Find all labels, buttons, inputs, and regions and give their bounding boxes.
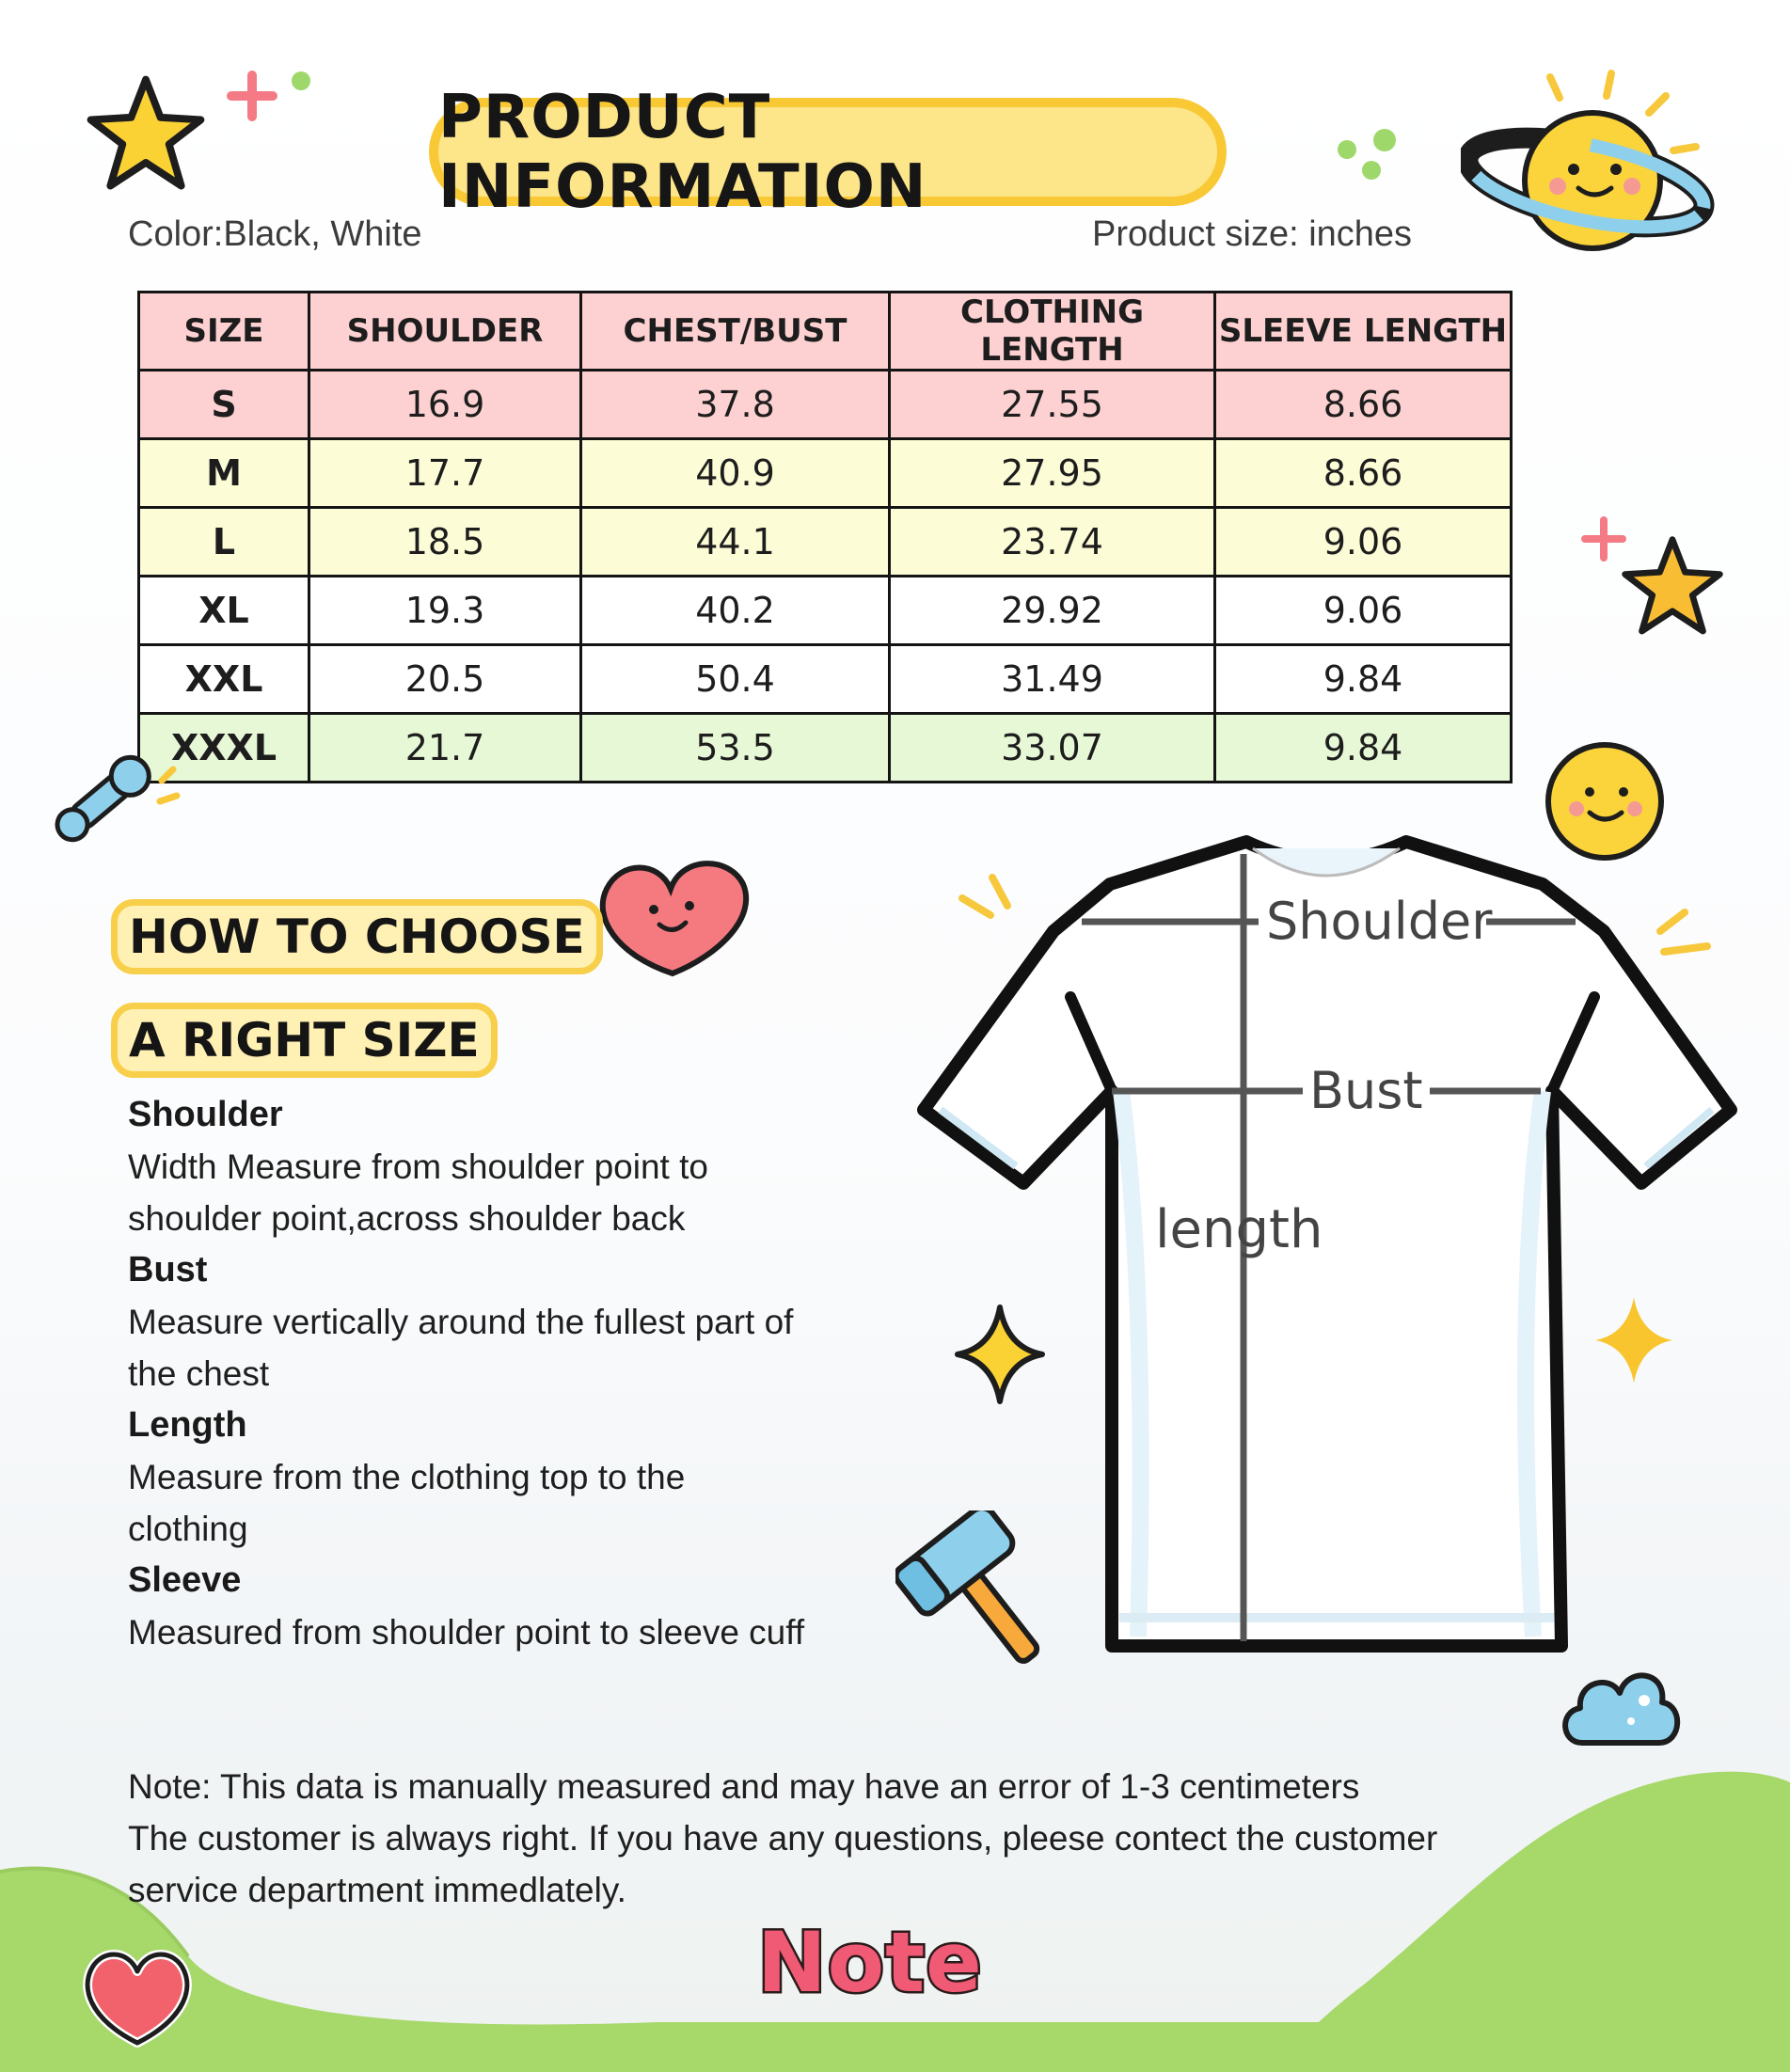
note-line: Note: This data is manually measured and may have an error of 1-3 centimeters — [128, 1767, 1360, 1806]
header-shoulder: SHOULDER — [309, 293, 581, 371]
guide-item-title: Shoulder — [128, 1095, 283, 1134]
guide-item-desc: Width Measure from shoulder point to — [128, 1147, 708, 1186]
header-size: SIZE — [139, 293, 309, 371]
cell-shoulder: 16.9 — [309, 371, 581, 439]
sparkle-lines-decoration — [1651, 903, 1726, 959]
note-text — [128, 1761, 1595, 1916]
cloud-icon — [1554, 1653, 1686, 1757]
guide-heading-line-1: HOW TO CHOOSE — [111, 899, 603, 974]
header-chest-bust: CHEST/BUST — [581, 293, 890, 371]
cell-length: 27.95 — [890, 439, 1215, 508]
star-icon — [1620, 534, 1725, 640]
cell-chest: 37.8 — [581, 371, 890, 439]
cell-sleeve: 9.84 — [1215, 645, 1512, 714]
four-point-star-icon — [1590, 1293, 1678, 1387]
guide-item-desc: Measure from the clothing top to the — [128, 1458, 686, 1496]
bone-icon — [49, 743, 190, 856]
size-unit-info: Product size: inches — [1092, 214, 1413, 254]
guide-item-desc: shoulder point,across shoulder back — [128, 1199, 686, 1238]
cell-chest: 50.4 — [581, 645, 890, 714]
cell-sleeve: 8.66 — [1215, 439, 1512, 508]
cell-length: 27.55 — [890, 371, 1215, 439]
cell-size: L — [139, 508, 309, 577]
four-point-star-icon — [953, 1303, 1047, 1406]
table-row — [139, 714, 1512, 783]
cell-size: S — [139, 371, 309, 439]
cell-length: 33.07 — [890, 714, 1215, 783]
cell-length: 23.74 — [890, 508, 1215, 577]
guide-item-desc: Measured from shoulder point to sleeve cuff — [128, 1613, 805, 1652]
cell-shoulder: 21.7 — [309, 714, 581, 783]
cell-chest: 40.2 — [581, 577, 890, 645]
cell-shoulder: 19.3 — [309, 577, 581, 645]
cell-shoulder: 18.5 — [309, 508, 581, 577]
cell-sleeve: 8.66 — [1215, 371, 1512, 439]
diagram-shoulder-label: Shoulder — [1266, 892, 1493, 951]
cell-sleeve: 9.06 — [1215, 508, 1512, 577]
cell-chest: 53.5 — [581, 714, 890, 783]
note-line: The customer is always right. If you have any questions, pleese contect the customer — [128, 1819, 1438, 1858]
table-row — [139, 508, 1512, 577]
table-row — [139, 645, 1512, 714]
heart-icon — [588, 842, 757, 983]
measurement-guide — [128, 1089, 899, 1658]
header-sleeve-length: SLEEVE LENGTH — [1215, 293, 1512, 371]
cell-size: XXL — [139, 645, 309, 714]
table-row — [139, 371, 1512, 439]
sparkle-lines-decoration — [955, 870, 1030, 926]
diagram-length-label: length — [1155, 1199, 1323, 1260]
guide-item-desc: the chest — [128, 1354, 270, 1393]
cell-length: 29.92 — [890, 577, 1215, 645]
diagram-bust-label: Bust — [1309, 1061, 1423, 1120]
header-clothing-length: CLOTHING LENGTH — [890, 293, 1215, 371]
guide-item-title: Sleeve — [128, 1560, 242, 1600]
note-badge: Note — [757, 1914, 983, 2011]
cell-size: M — [139, 439, 309, 508]
heart-icon — [77, 1938, 198, 2050]
cell-shoulder: 20.5 — [309, 645, 581, 714]
size-chart-table — [137, 291, 1513, 783]
cell-length: 31.49 — [890, 645, 1215, 714]
guide-item-title: Bust — [128, 1250, 208, 1289]
note-line: service department immedlately. — [128, 1871, 626, 1909]
sparkle-plus-icon — [226, 68, 315, 124]
cell-size: XXXL — [139, 714, 309, 783]
page-title-banner — [429, 82, 1227, 222]
dots-decoration — [1334, 127, 1404, 183]
table-header-row — [139, 293, 1512, 371]
star-icon — [83, 73, 209, 196]
cell-sleeve: 9.06 — [1215, 577, 1512, 645]
guide-item-desc: Measure vertically around the fullest part of — [128, 1303, 794, 1341]
guide-heading-line-2: A RIGHT SIZE — [111, 1003, 498, 1078]
page-title: PRODUCT INFORMATION — [438, 82, 927, 222]
table-row — [139, 577, 1512, 645]
cell-sleeve: 9.84 — [1215, 714, 1512, 783]
color-info: Color:Black, White — [128, 214, 422, 254]
guide-item-title: Length — [128, 1405, 247, 1445]
cell-size: XL — [139, 577, 309, 645]
guide-item-desc: clothing — [128, 1510, 248, 1548]
cell-chest: 44.1 — [581, 508, 890, 577]
planet-icon — [1461, 68, 1715, 275]
table-row — [139, 439, 1512, 508]
hammer-icon — [895, 1511, 1065, 1680]
cell-chest: 40.9 — [581, 439, 890, 508]
cell-shoulder: 17.7 — [309, 439, 581, 508]
